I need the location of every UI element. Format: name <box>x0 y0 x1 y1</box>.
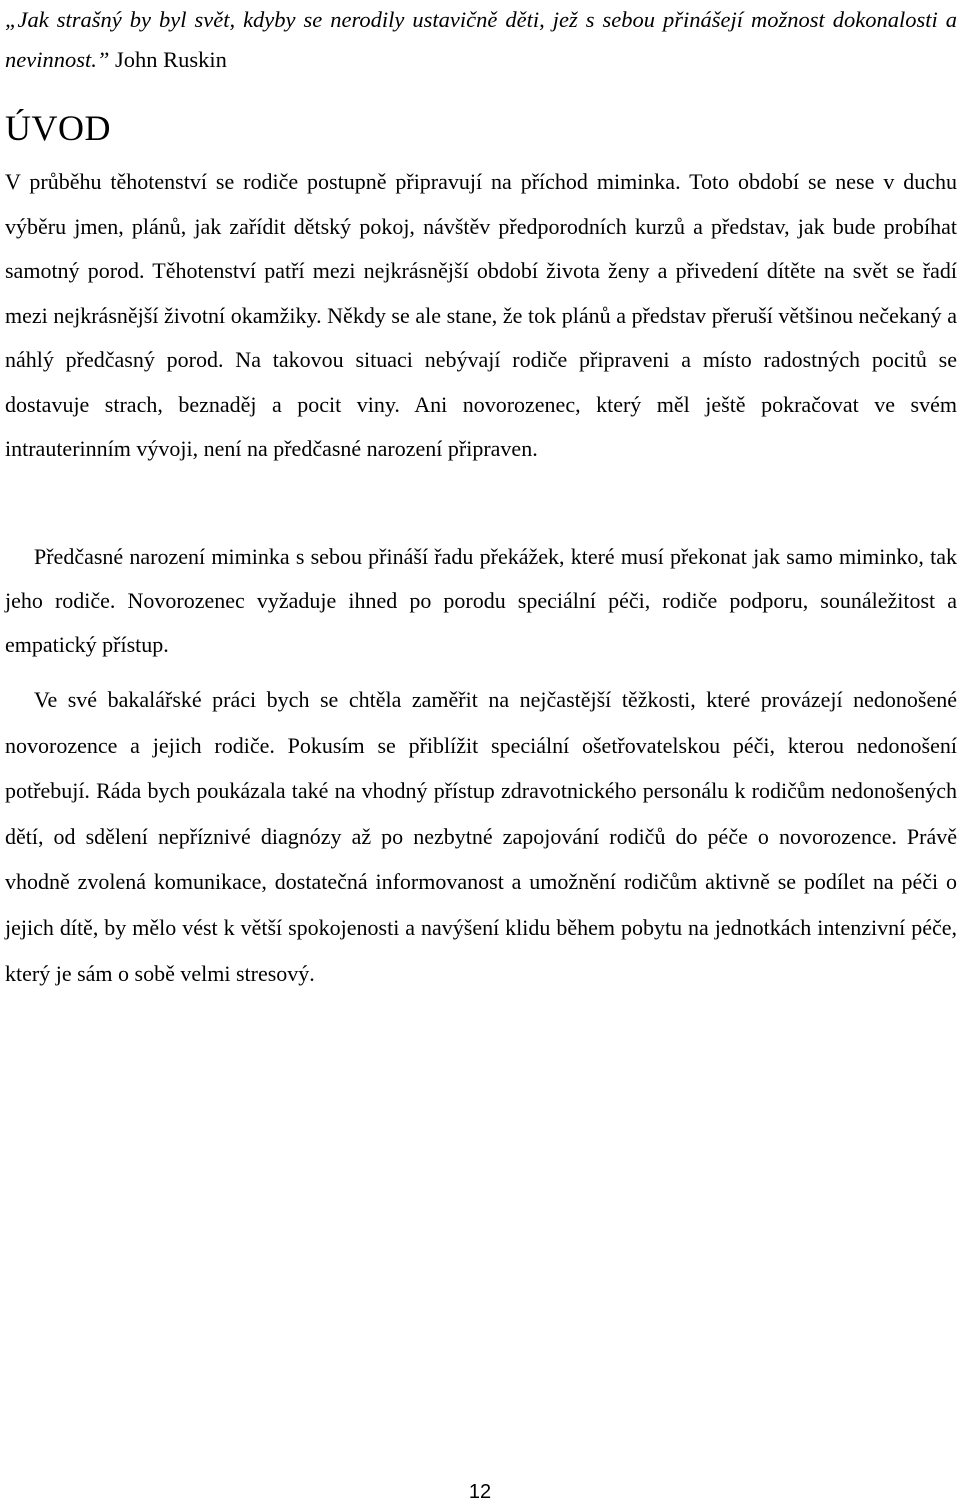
paragraph-intro <box>5 160 957 472</box>
section-heading: ÚVOD <box>5 108 111 148</box>
motto-quote: „Jak strašný by byl svět, kdyby se nerodily ustavičně děti, jež s sebou přinášejí možnost dokonalosti a nevinnost.” <box>5 7 957 72</box>
motto <box>5 0 957 80</box>
paragraph-text: Předčasné narození miminka s sebou přináší řadu překážek, které musí překonat jak samo miminko, tak jeho rodiče. Novorozenec vyžaduje ihned po porodu speciální péči, rodiče podporu, sounáležitost a empatický přístup. <box>5 544 957 657</box>
paragraph-premature-birth <box>5 535 957 667</box>
motto-author: John Ruskin <box>115 47 227 72</box>
paragraph-text: Ve své bakalářské práci bych se chtěla zaměřit na nejčastější těžkosti, které provázejí nedonošené novorozence a jejich rodiče. Pokusím se přiblížit speciální ošetřovatelskou péči, kterou nedonošení potřebují. Ráda bych poukázala také na vhodný přístup zdravotnického personálu k rodičům nedonošených dětí, od sdělení nepříznivé diagnózy až po nezbytné zapojování rodičů do péče o novorozence. Právě vhodně zvolená komunikace, dostatečná informovanost a umožnění rodičům aktivně se podílet na péči o jejich dítě, by mělo vést k větší spokojenosti a navýšení klidu během pobytu na jednotkách intenzivní péče, který je sám o sobě velmi stresový. <box>5 687 957 986</box>
page-number: 12 <box>468 1481 492 1503</box>
paragraph-text: V průběhu těhotenství se rodiče postupně připravují na příchod miminka. Toto období se nese v duchu výběru jmen, plánů, jak zařídit dětský pokoj, návštěv předporodních kurzů a představ, jak bude probíhat samotný porod. Těhotenství patří mezi nejkrásnější období života ženy a přivedení dítěte na svět se řadí mezi nejkrásnější životní okamžiky. Někdy se ale stane, že tok plánů a představ přeruší většinou nečekaný a náhlý předčasný porod. Na takovou situaci nebývají rodiče připraveni a místo radostných pocitů se dostavuje strach, beznaděj a pocit viny. Ani novorozenec, který měl ještě pokračovat ve svém intrauterinním vývoji, není na předčasné narození připraven. <box>5 169 957 461</box>
paragraph-thesis-goal <box>5 677 957 996</box>
